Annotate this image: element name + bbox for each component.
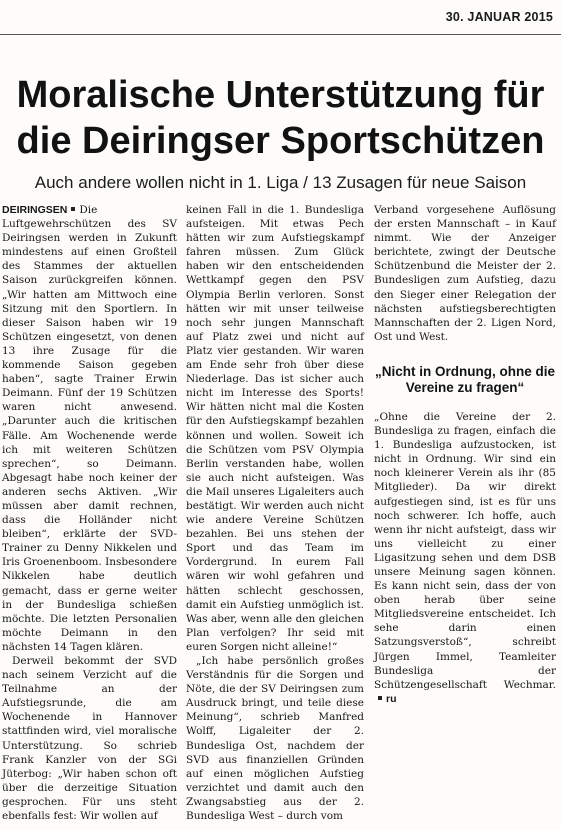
dateline-bullet [71, 207, 75, 211]
headline-line-2: die Deiringser Sportschützen [16, 120, 545, 162]
paragraph-4-text: „Ohne die Vereine der 2. Bundesliga zu fragen, einfach die 1. Bundesliga aufzustocken, ist nicht in Ordnung. Wir sind ein noch kleinerer Verein als ihr (85 Mitglieder). Da wir direkt aufgestiegen sind, ist es für uns noch schwerer. Ich hoffe, auch wenn ihr nicht aufsteigt, dass wir uns vielleicht zu einer Ligasitzung sehen und dem DSB unsere Meinung sagen können. Es kann nicht sein, dass der von oben herab über seine Mitgliedsvereine entscheidet. Ich sehe darin einen Satzungsverstoß“, schreibt Jürgen Immel, Teamleiter Bundesliga der Schützengesellschaft Wechmar. [374, 410, 556, 691]
article-paragraph-1 [2, 203, 177, 654]
article-column-3 [374, 203, 556, 706]
headline-line-1: Moralische Unterstützung für [16, 74, 545, 116]
article-interheadline: „Nicht in Ordnung, ohne die Vereine zu fragen“ [375, 363, 555, 395]
issue-date: 30. JANUAR 2015 [445, 10, 553, 24]
article-subheadline: Auch andere wollen nicht in 1. Liga / 13 Zusagen für neue Saison [34, 173, 527, 192]
paragraph-1-text: Die Luftgewehrschützen des SV Deiringsen werden in Zukunft mindestens auf einen Großteil des Stammes der aktuellen Saison zurückgreifen können. „Wir hatten am Mittwoch eine Sitzung mit den Sportlern. In dieser Saison haben wir 19 Schützen eingesetzt, von denen 13 ihre Zusage für die kommende Saison gegeben haben“, sagte Trainer Erwin Deimann. Fünf der 19 Schützen waren nicht anwesend. „Darunter auch die kritischen Fälle. Am Wochenende werde ich mit weiteren Schützen sprechen“, so Deimann. Abgesagt habe noch keiner der anderen sechs Aktiven. „Wir müssen aber damit rechnen, dass die Holländer nicht bleiben“, erklärte der SVD-Trainer zu Denny Nikkelen und Iris Groenenboom. Insbesondere Nikkelen habe deutlich gemacht, dass er gerne weiter in der Bundesliga schießen möchte. Die letzten Personalien möchte Deimann in den nächsten 14 Tagen klären. [2, 204, 177, 653]
article-paragraph-continued: Verband vorgesehene Auflösung der ersten Mannschaft – in Kauf nimmt. Wie der Anzeiger berichtete, zwingt der Deutsche Schützenbund die Meister der 2. Bundesligen zum Aufstieg, dazu den Sieger einer Relegation der nächsten aufstiegsberechtigten Mannschaften der 2. Ligen Nord, Ost und West. [374, 204, 556, 343]
article-column-1 [2, 203, 177, 823]
header-rule [0, 34, 561, 35]
article-paragraph-3: „Ich habe persönlich großes Verständnis für die Sorgen und Nöte, die der SV Deiringsen zum Ausdruck bringt, und teile diese Meinung“, schrieb Manfred Wolff, Ligaleiter der 2. Bundesliga Ost, nachdem der SVD aus finanziellen Gründen auf einen möglichen Aufstieg verzichtet und damit auch den Zwangsabstieg aus der 2. Bundesliga West – durch vom [186, 655, 364, 823]
end-bullet [378, 696, 382, 700]
article-paragraph-4 [374, 410, 556, 706]
article-headline [0, 72, 561, 164]
author-signature: ru [386, 692, 397, 705]
article-column-2 [186, 203, 364, 823]
article-paragraph-continued: keinen Fall in die 1. Bundesliga aufsteigen. Mit etwas Pech hätten wir zum Aufstiegskampf fahren müssen. Zum Glück haben wir den entscheidenden Wettkampf gegen den PSV Olympia Berlin verloren. Sonst hätten wir mit unser teilweise noch sehr jungen Mannschaft auf Platz zwei und nicht auf Platz vier gestanden. Wir waren am Ende sehr froh über diese Niederlage. Das ist sicher auch nicht im Interesse des Sports! Wir hätten nicht mal die Kosten für den Aufstiegskampf bezahlen können und wollen. Soweit ich die Schützen vom PSV Olympia Berlin verstanden habe, wollen sie auch nicht aufsteigen. Was die Mail unseres Ligaleiters auch bestätigt. Wir werden auch nicht wie andere Vereine Schützen bezahlen. Bei uns stehen der Sport und das Team im Vordergrund. In eurem Fall wären wir wohl gefahren und hätten schlecht geschossen, damit ein Aufstieg unmöglich ist. Was aber, wenn alle den gleichen Plan verfolgen? Ihr seid mit euren Sorgen nicht alleine!“ [186, 204, 364, 653]
article-paragraph-2: Derweil bekommt der SVD nach seinem Verzicht auf die Teilnahme an der Aufstiegsrunde, die am Wochenende in Hannover stattfinden wird, viel moralische Unterstützung. So schrieb Frank Kanzler von der SGi Jüterbog: „Wir haben schon oft über die derzeitige Situation gesprochen. Für uns steht ebenfalls fest: Wir wollen auf [2, 655, 177, 823]
dateline: DEIRINGSEN [2, 204, 68, 216]
